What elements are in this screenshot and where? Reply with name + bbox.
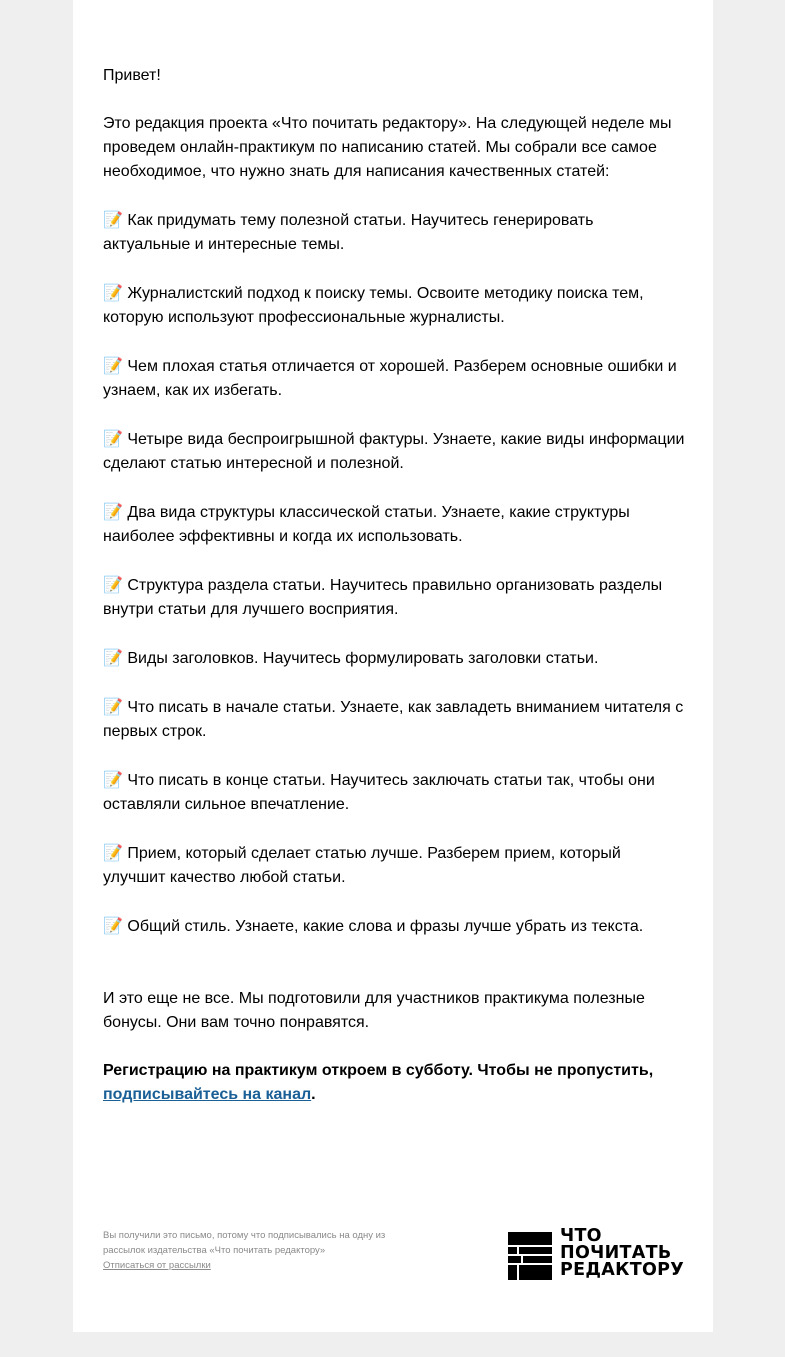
cta-text: Регистрацию на практикум откроем в субботу. Чтобы не пропустить, (103, 1062, 654, 1079)
intro-paragraph: Это редакция проекта «Что почитать редактору». На следующей неделе мы проведем онлайн-практикум по написанию статей. Мы собрали все самое необходимое, что нужно знать для написания качественных статей: (103, 115, 672, 180)
list-item-text: Структура раздела статьи. Научитесь правильно организовать разделы внутри статьи для лучшего восприятия. (103, 577, 663, 618)
list-item-text: Что писать в начале статьи. Узнаете, как завладеть вниманием читателя с первых строк. (103, 699, 684, 740)
memo-icon: 📝 (103, 283, 123, 302)
list-item (103, 354, 685, 403)
memo-icon: 📝 (103, 843, 123, 862)
memo-icon: 📝 (103, 575, 123, 594)
list-item-text: Четыре вида беспроигрышной фактуры. Узнаете, какие виды информации сделают статью интересной и полезной. (103, 431, 685, 472)
memo-icon: 📝 (103, 770, 123, 789)
list-item (103, 427, 685, 476)
unsubscribe-link[interactable]: Отписаться от рассылки (103, 1260, 211, 1271)
memo-icon: 📝 (103, 429, 123, 448)
logo-mark-icon (508, 1232, 552, 1280)
list-item-text: Что писать в конце статьи. Научитесь заключать статьи так, чтобы они оставляли сильное впечатление. (103, 772, 655, 813)
brand-logo[interactable] (508, 1226, 688, 1284)
memo-icon: 📝 (103, 210, 123, 229)
email-card (73, 0, 713, 1332)
memo-icon: 📝 (103, 648, 123, 667)
logo-line: ЧТО (560, 1226, 602, 1246)
memo-icon: 📝 (103, 697, 123, 716)
list-item (103, 573, 685, 622)
cta-end: . (311, 1086, 316, 1103)
bonus-paragraph: И это еще не все. Мы подготовили для участников практикума полезные бонусы. Они вам точно понравятся. (103, 990, 645, 1031)
footer-note (103, 1228, 393, 1273)
topic-list (103, 208, 685, 939)
footer-note-text: Вы получили это письмо, потому что подписывались на одну из рассылок издательства «Что почитать редактору» (103, 1230, 386, 1256)
list-item (103, 914, 685, 939)
memo-icon: 📝 (103, 916, 123, 935)
memo-icon: 📝 (103, 356, 123, 375)
email-body (103, 64, 685, 1131)
list-item-text: Чем плохая статья отличается от хорошей. Разберем основные ошибки и узнаем, как их избегать. (103, 358, 677, 399)
memo-icon: 📝 (103, 502, 123, 521)
list-item (103, 281, 685, 330)
subscribe-channel-link[interactable]: подписывайтесь на канал (103, 1086, 312, 1103)
list-item (103, 646, 685, 671)
greeting: Привет! (103, 67, 161, 84)
list-item-text: Виды заголовков. Научитесь формулировать заголовки статьи. (127, 650, 599, 667)
logo-line: ПОЧИТАТЬ (560, 1243, 672, 1263)
list-item (103, 695, 685, 744)
list-item-text: Журналистский подход к поиску темы. Освоите методику поиска тем, которую используют профессиональные журналисты. (103, 285, 644, 326)
list-item (103, 841, 685, 890)
list-item-text: Общий стиль. Узнаете, какие слова и фразы лучше убрать из текста. (127, 918, 644, 935)
list-item (103, 500, 685, 549)
list-item (103, 768, 685, 817)
logo-wordmark (560, 1228, 684, 1279)
cta-paragraph (103, 1059, 685, 1107)
list-item-text: Как придумать тему полезной статьи. Научитесь генерировать актуальные и интересные темы. (103, 212, 594, 253)
list-item (103, 208, 685, 257)
list-item-text: Два вида структуры классической статьи. Узнаете, какие структуры наиболее эффективны и когда их использовать. (103, 504, 630, 545)
logo-line: РЕДАКТОРУ (560, 1260, 685, 1280)
list-item-text: Прием, который сделает статью лучше. Разберем прием, который улучшит качество любой статьи. (103, 845, 621, 886)
